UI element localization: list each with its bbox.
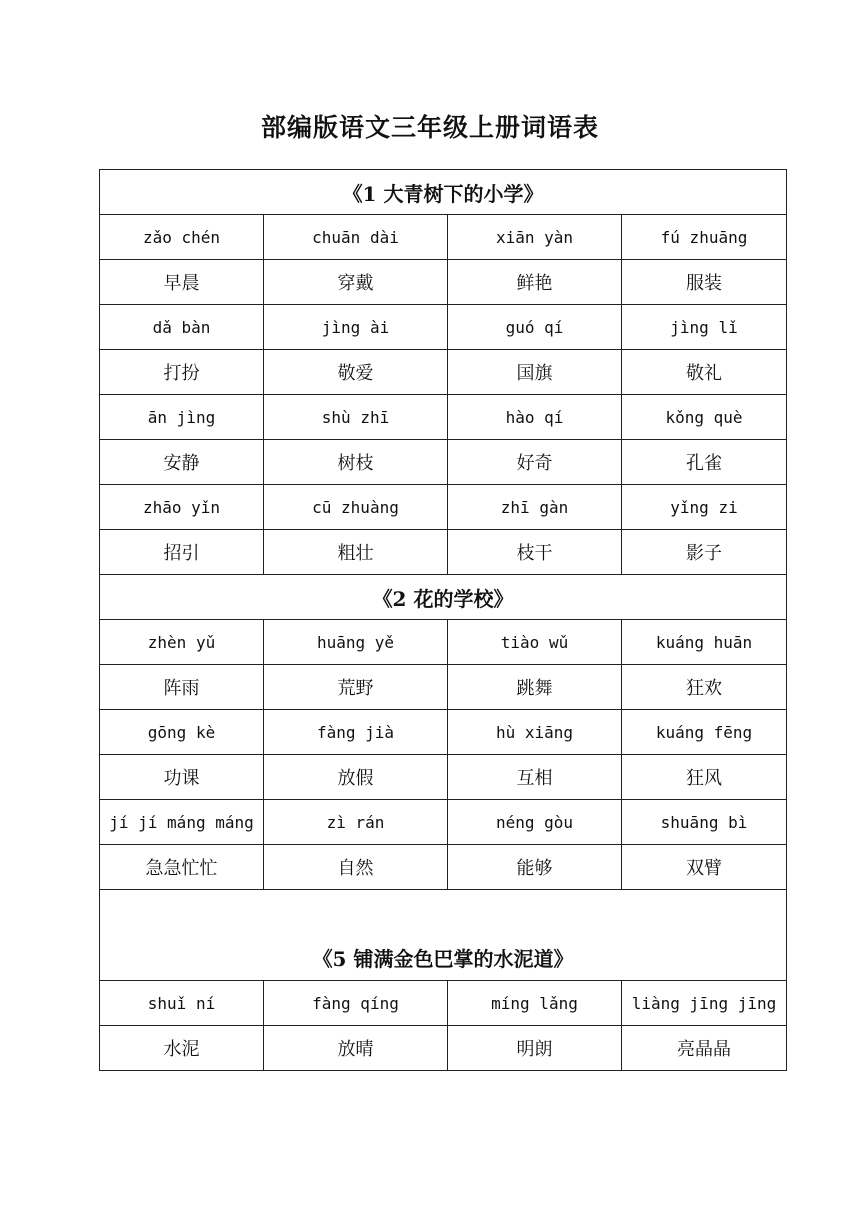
pinyin-cell: míng lǎng — [448, 981, 622, 1026]
pinyin-cell: guó qí — [448, 305, 622, 350]
section-header-row — [100, 170, 787, 215]
word-cell: 服装 — [622, 260, 787, 305]
pinyin-cell: yǐng zi — [622, 485, 787, 530]
section-heading: 《1 大青树下的小学》 — [100, 170, 787, 215]
word-cell: 明朗 — [448, 1026, 622, 1071]
word-cell: 敬礼 — [622, 350, 787, 395]
pinyin-cell: huāng yě — [264, 620, 448, 665]
pinyin-cell: liàng jīng jīng — [622, 981, 787, 1026]
pinyin-cell: jìng ài — [264, 305, 448, 350]
pinyin-row — [100, 395, 787, 440]
pinyin-cell: tiào wǔ — [448, 620, 622, 665]
pinyin-row — [100, 215, 787, 260]
pinyin-cell: shù zhī — [264, 395, 448, 440]
pinyin-cell: ān jìng — [100, 395, 264, 440]
pinyin-row — [100, 710, 787, 755]
pinyin-row — [100, 305, 787, 350]
vocabulary-table — [99, 169, 787, 1071]
word-cell: 树枝 — [264, 440, 448, 485]
word-cell: 敬爱 — [264, 350, 448, 395]
pinyin-cell: gōng kè — [100, 710, 264, 755]
word-cell: 影子 — [622, 530, 787, 575]
word-cell: 安静 — [100, 440, 264, 485]
word-row — [100, 665, 787, 710]
pinyin-cell: hào qí — [448, 395, 622, 440]
page-title: 部编版语文三年级上册词语表 — [260, 113, 599, 142]
word-cell: 双臂 — [622, 845, 787, 890]
section-heading: 《5 铺满金色巴掌的水泥道》 — [100, 890, 787, 981]
word-row — [100, 845, 787, 890]
word-cell: 能够 — [448, 845, 622, 890]
word-cell: 招引 — [100, 530, 264, 575]
word-cell: 水泥 — [100, 1026, 264, 1071]
word-cell: 鲜艳 — [448, 260, 622, 305]
word-cell: 打扮 — [100, 350, 264, 395]
word-cell: 枝干 — [448, 530, 622, 575]
word-cell: 放假 — [264, 755, 448, 800]
word-row — [100, 440, 787, 485]
word-cell: 早晨 — [100, 260, 264, 305]
word-cell: 自然 — [264, 845, 448, 890]
pinyin-cell: zhī gàn — [448, 485, 622, 530]
word-cell: 孔雀 — [622, 440, 787, 485]
word-cell: 跳舞 — [448, 665, 622, 710]
pinyin-cell: shuāng bì — [622, 800, 787, 845]
word-cell: 穿戴 — [264, 260, 448, 305]
pinyin-cell: zhèn yǔ — [100, 620, 264, 665]
pinyin-cell: fàng jià — [264, 710, 448, 755]
section-heading: 《2 花的学校》 — [100, 575, 787, 620]
word-cell: 粗壮 — [264, 530, 448, 575]
pinyin-cell: dǎ bàn — [100, 305, 264, 350]
word-cell: 好奇 — [448, 440, 622, 485]
pinyin-cell: shuǐ ní — [100, 981, 264, 1026]
pinyin-cell: zì rán — [264, 800, 448, 845]
pinyin-row — [100, 485, 787, 530]
pinyin-cell: jìng lǐ — [622, 305, 787, 350]
word-cell: 互相 — [448, 755, 622, 800]
pinyin-cell: kuáng huān — [622, 620, 787, 665]
word-cell: 狂欢 — [622, 665, 787, 710]
pinyin-row — [100, 620, 787, 665]
pinyin-row — [100, 981, 787, 1026]
pinyin-cell: zǎo chén — [100, 215, 264, 260]
word-cell: 放晴 — [264, 1026, 448, 1071]
pinyin-cell: jí jí máng máng — [100, 800, 264, 845]
pinyin-cell: zhāo yǐn — [100, 485, 264, 530]
word-row — [100, 755, 787, 800]
word-row — [100, 530, 787, 575]
word-cell: 阵雨 — [100, 665, 264, 710]
word-cell: 亮晶晶 — [622, 1026, 787, 1071]
pinyin-cell: kǒng què — [622, 395, 787, 440]
word-cell: 荒野 — [264, 665, 448, 710]
pinyin-cell: xiān yàn — [448, 215, 622, 260]
pinyin-cell: hù xiāng — [448, 710, 622, 755]
pinyin-cell: néng gòu — [448, 800, 622, 845]
pinyin-cell: cū zhuàng — [264, 485, 448, 530]
pinyin-cell: fú zhuāng — [622, 215, 787, 260]
word-cell: 狂风 — [622, 755, 787, 800]
word-row — [100, 350, 787, 395]
pinyin-cell: kuáng fēng — [622, 710, 787, 755]
word-cell: 急急忙忙 — [100, 845, 264, 890]
word-cell: 国旗 — [448, 350, 622, 395]
section-header-row — [100, 890, 787, 981]
word-row — [100, 260, 787, 305]
word-row — [100, 1026, 787, 1071]
pinyin-cell: chuān dài — [264, 215, 448, 260]
word-cell: 功课 — [100, 755, 264, 800]
pinyin-row — [100, 800, 787, 845]
section-header-row — [100, 575, 787, 620]
pinyin-cell: fàng qíng — [264, 981, 448, 1026]
